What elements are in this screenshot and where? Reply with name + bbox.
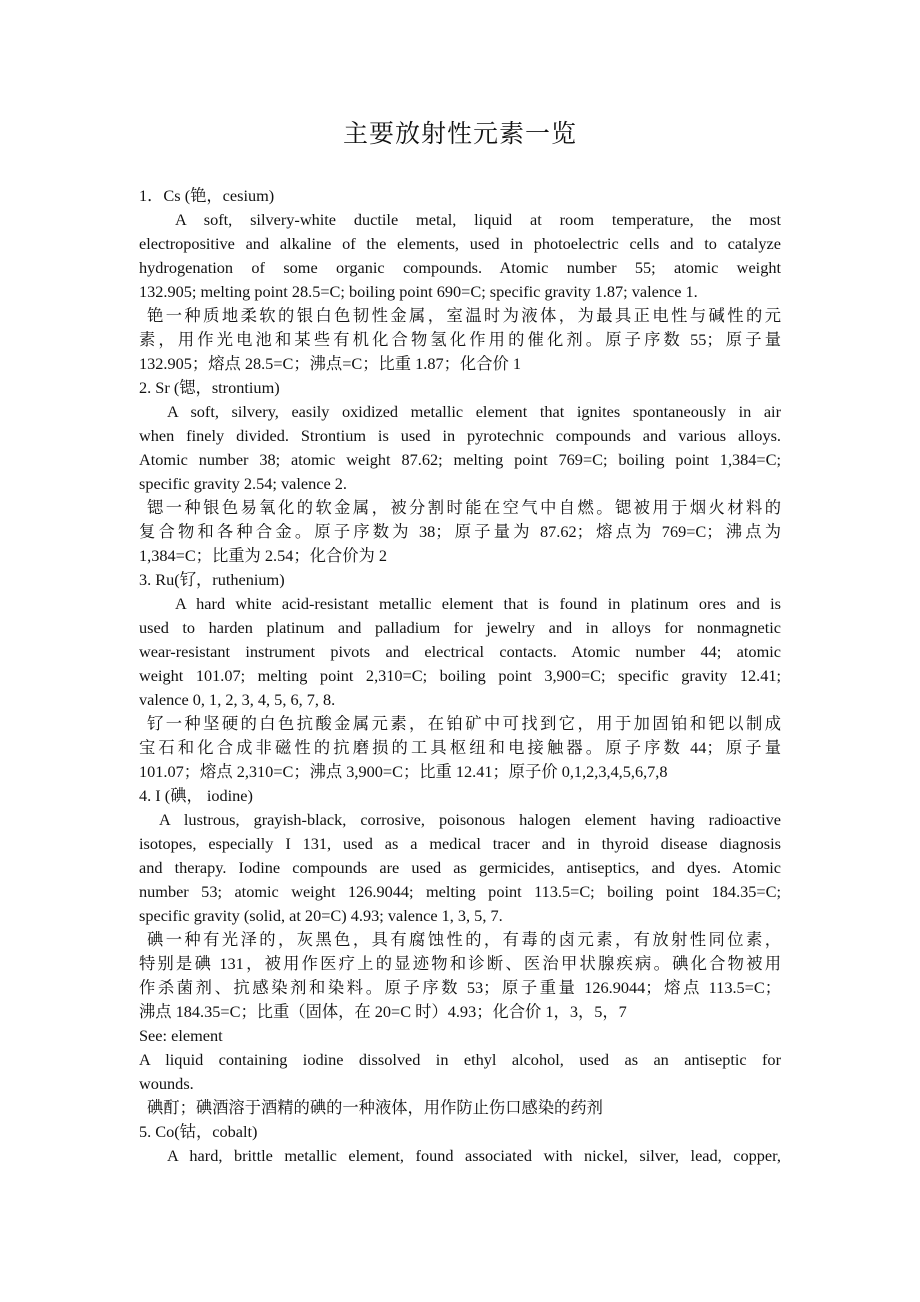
text-line: 132.905；熔点 28.5=C；沸点=C；比重 1.87；化合价 1 (139, 354, 521, 373)
text-line: See: element (139, 1026, 223, 1045)
text-line: 5. Co(钴，cobalt) (139, 1122, 258, 1141)
text-line: used to harden platinum and palladium for jewelry and in alloys for nonmagnetic (139, 618, 781, 637)
text-line: and therapy. Iodine compounds are used as germicides, antiseptics, and dyes. Atomic (139, 858, 781, 877)
text-line: 3. Ru(钌，ruthenium) (139, 570, 285, 589)
text-line: 作杀菌剂、抗感染剂和染料。原子序数 53；原子重量 126.9044；熔点 113.5=C； (139, 978, 781, 997)
text-line: 碘酊；碘酒溶于酒精的碘的一种液体，用作防止伤口感染的药剂 (147, 1098, 603, 1117)
text-line: weight 101.07; melting point 2,310=C; boiling point 3,900=C; specific gravity 12.41; (139, 666, 781, 685)
text-line: A liquid containing iodine dissolved in ethyl alcohol, used as an antiseptic for (139, 1050, 781, 1069)
text-line: A hard white acid-resistant metallic element that is found in platinum ores and is (175, 594, 781, 613)
text-line: number 53; atomic weight 126.9044; melting point 113.5=C; boiling point 184.35=C; (139, 882, 781, 901)
text-line: hydrogenation of some organic compounds. Atomic number 55; atomic weight (139, 258, 781, 277)
page-title: 主要放射性元素一览 (342, 121, 577, 148)
text-line: 特别是碘 131，被用作医疗上的显迹物和诊断、医治甲状腺疾病。碘化合物被用 (139, 954, 781, 973)
text-line: wounds. (139, 1074, 194, 1093)
text-line: specific gravity (solid, at 20=C) 4.93; valence 1, 3, 5, 7. (139, 906, 503, 925)
document-body (139, 184, 781, 1168)
text-line: valence 0, 1, 2, 3, 4, 5, 6, 7, 8. (139, 690, 336, 709)
text-line: isotopes, especially I 131, used as a medical tracer and in thyroid disease diagnosis (139, 834, 781, 853)
text-line: when finely divided. Strontium is used in pyrotechnic compounds and various alloys. (139, 426, 781, 445)
text-line: 1,384=C；比重为 2.54；化合价为 2 (139, 546, 387, 565)
text-line: A soft, silvery, easily oxidized metallic element that ignites spontaneously in air (167, 402, 781, 421)
text-line: electropositive and alkaline of the elements, used in photoelectric cells and to catalyze (139, 234, 781, 253)
text-line: A hard, brittle metallic element, found associated with nickel, silver, lead, copper, (167, 1146, 781, 1165)
text-line: specific gravity 2.54; valence 2. (139, 474, 347, 493)
text-line: 101.07；熔点 2,310=C；沸点 3,900=C；比重 12.41；原子价 0,1,2,3,4,5,6,7,8 (139, 762, 668, 781)
text-line: 复合物和各种合金。原子序数为 38；原子量为 87.62；熔点为 769=C；沸点为 (139, 522, 781, 541)
text-line: A soft, silvery-white ductile metal, liquid at room temperature, the most (175, 210, 781, 229)
text-line: 钌一种坚硬的白色抗酸金属元素，在铂矿中可找到它，用于加固铂和钯以制成 (147, 714, 781, 733)
text-line: 宝石和化合成非磁性的抗磨损的工具枢纽和电接触器。原子序数 44；原子量 (139, 738, 781, 757)
text-line: wear-resistant instrument pivots and electrical contacts. Atomic number 44; atomic (139, 642, 781, 661)
text-line: 1．Cs (铯，cesium) (139, 186, 275, 205)
text-line: 4. I (碘， iodine) (139, 786, 253, 805)
text-line: 132.905; melting point 28.5=C; boiling point 690=C; specific gravity 1.87; valence 1. (139, 282, 698, 301)
text-line: Atomic number 38; atomic weight 87.62; melting point 769=C; boiling point 1,384=C; (139, 450, 781, 469)
text-line: A lustrous, grayish-black, corrosive, poisonous halogen element having radioactive (159, 810, 781, 829)
text-line: 素，用作光电池和某些有机化合物氢化作用的催化剂。原子序数 55；原子量 (139, 330, 781, 349)
text-line: 沸点 184.35=C；比重（固体，在 20=C 时）4.93；化合价 1，3，5，7 (139, 1002, 627, 1021)
text-line: 2. Sr (锶，strontium) (139, 378, 280, 397)
text-line: 铯一种质地柔软的银白色韧性金属，室温时为液体，为最具正电性与碱性的元 (147, 306, 781, 325)
text-line: 碘一种有光泽的，灰黑色，具有腐蚀性的，有毒的卤元素，有放射性同位素， (147, 930, 781, 949)
text-line: 锶一种银色易氧化的软金属，被分割时能在空气中自燃。锶被用于烟火材料的 (147, 498, 781, 517)
